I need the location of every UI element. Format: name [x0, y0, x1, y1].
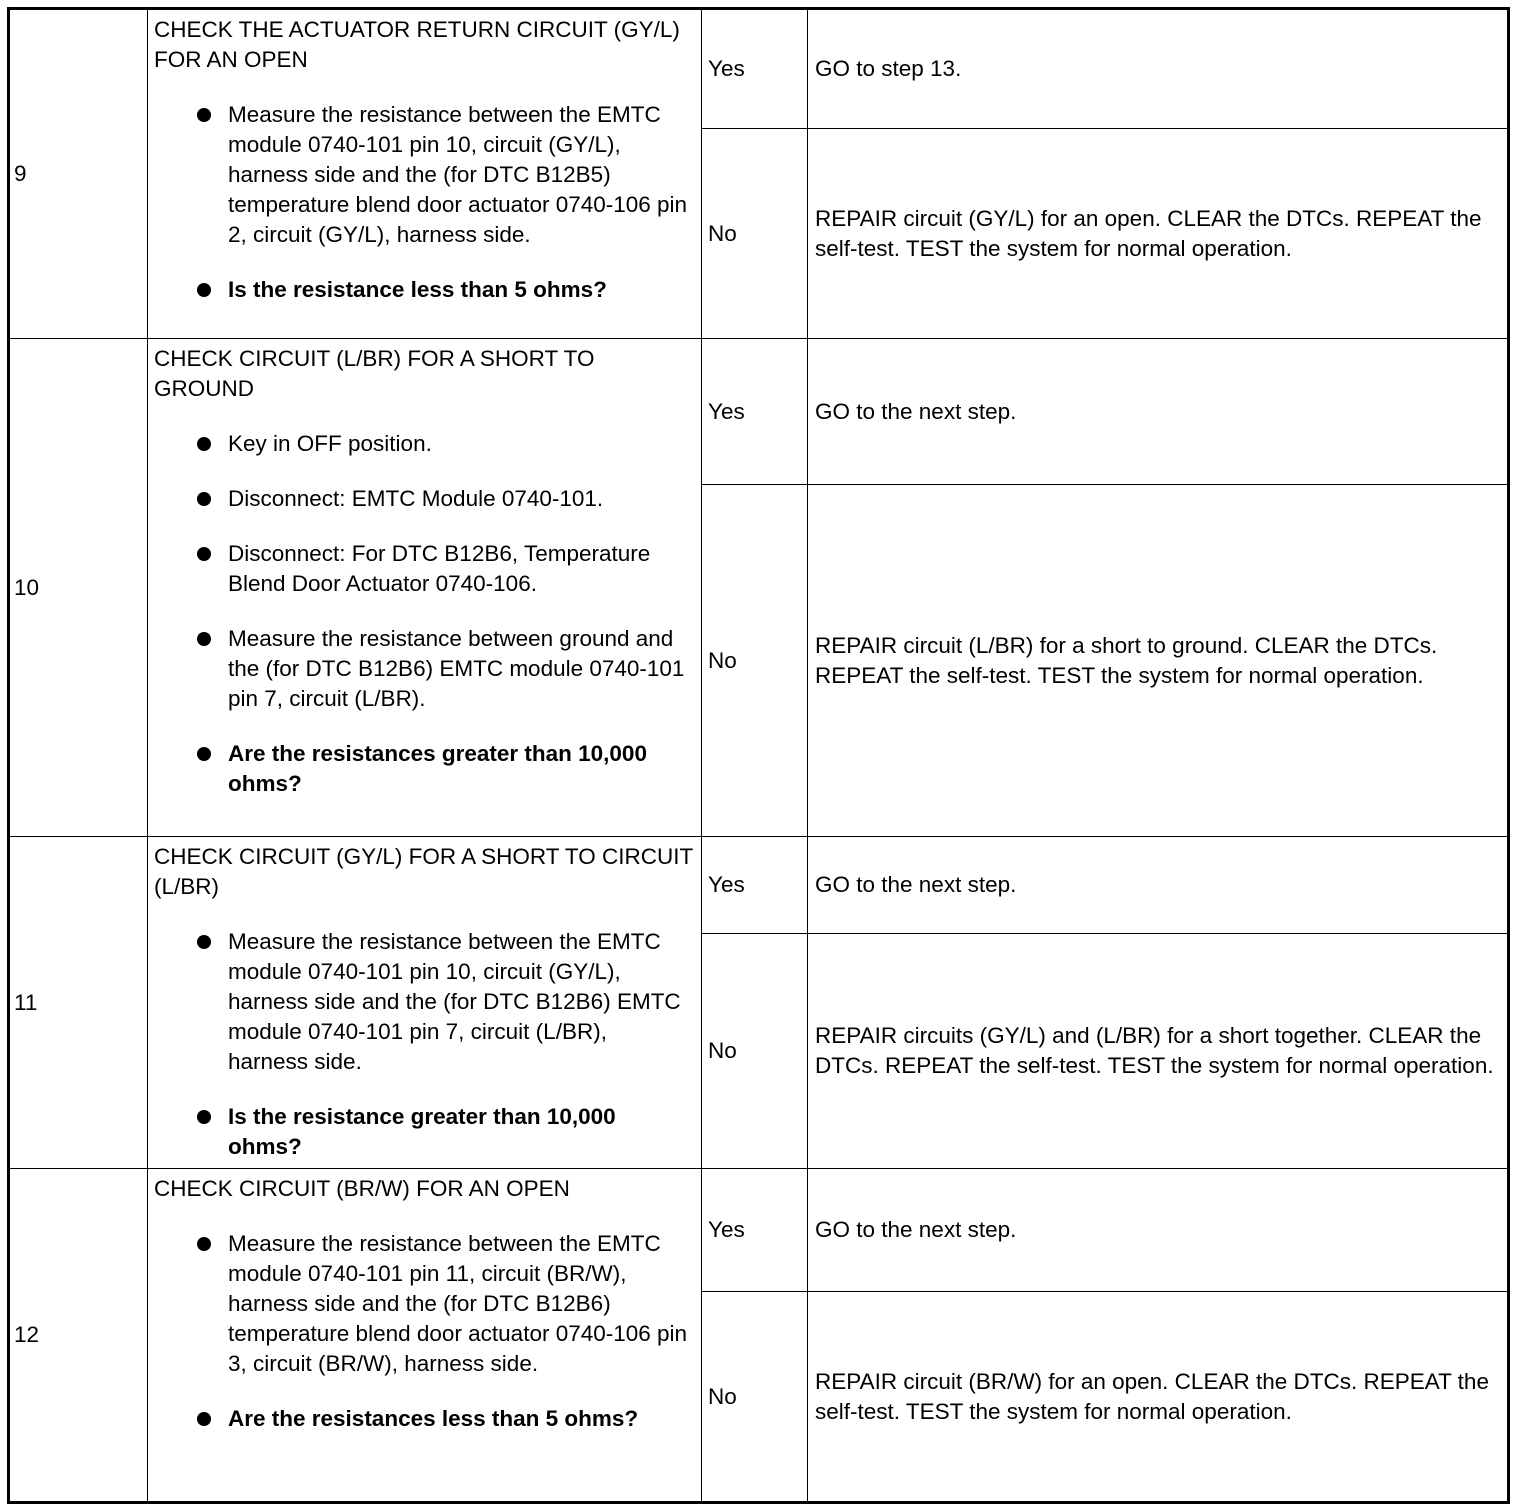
- yes-label: Yes: [702, 837, 808, 934]
- yes-label: Yes: [702, 339, 808, 485]
- question-text: Are the resistances greater than 10,000 ohms?: [228, 741, 647, 796]
- step-heading: CHECK CIRCUIT (GY/L) FOR A SHORT TO CIRCUIT (L/BR): [154, 844, 693, 899]
- step-question: [154, 275, 695, 305]
- step-bullet-list: [154, 429, 695, 799]
- step-number: 9: [9, 9, 148, 339]
- bullet-icon: [197, 1412, 211, 1426]
- question-text: Is the resistance less than 5 ohms?: [228, 277, 607, 302]
- yes-label: Yes: [702, 1169, 808, 1292]
- bullet-icon: [197, 1110, 211, 1124]
- bullet-icon: [197, 935, 211, 949]
- step-number: 11: [9, 837, 148, 1169]
- step-row-yes: [9, 9, 1509, 129]
- step-row-yes: [9, 339, 1509, 485]
- yes-result: GO to the next step.: [808, 837, 1509, 934]
- bullet-icon: [197, 1237, 211, 1251]
- step-bullet: [154, 927, 695, 1077]
- no-label: No: [702, 129, 808, 339]
- bullet-icon: [197, 632, 211, 646]
- step-bullet: [154, 484, 695, 514]
- no-label: No: [702, 485, 808, 837]
- step-heading: CHECK CIRCUIT (L/BR) FOR A SHORT TO GROUND: [154, 346, 595, 401]
- bullet-icon: [197, 283, 211, 297]
- step-row-yes: [9, 1169, 1509, 1292]
- no-result: REPAIR circuits (GY/L) and (L/BR) for a short together. CLEAR the DTCs. REPEAT the self-test. TEST the system for normal operation.: [808, 934, 1509, 1169]
- step-action: [148, 837, 702, 1169]
- no-label: No: [702, 1292, 808, 1503]
- step-bullet: [154, 429, 695, 459]
- bullet-icon: [197, 492, 211, 506]
- no-result: REPAIR circuit (BR/W) for an open. CLEAR the DTCs. REPEAT the self-test. TEST the system for normal operation.: [808, 1292, 1509, 1503]
- no-label: No: [702, 934, 808, 1169]
- step-action: [148, 339, 702, 837]
- step-question: [154, 739, 695, 799]
- bullet-text: Disconnect: EMTC Module 0740-101.: [228, 486, 604, 511]
- step-action: [148, 1169, 702, 1503]
- question-text: Is the resistance greater than 10,000 ohms?: [228, 1104, 616, 1159]
- bullet-text: Disconnect: For DTC B12B6, Temperature Blend Door Actuator 0740-106.: [228, 541, 651, 596]
- step-action: [148, 9, 702, 339]
- bullet-text: Measure the resistance between the EMTC module 0740-101 pin 11, circuit (BR/W), harness side and the (for DTC B12B6) temperature blend door actuator 0740-106 pin 3, circuit (BR/W), harness side.: [228, 1231, 688, 1376]
- step-row-yes: [9, 837, 1509, 934]
- bullet-text: Measure the resistance between ground and the (for DTC B12B6) EMTC module 0740-101 pin 7, circuit (L/BR).: [228, 626, 685, 711]
- step-bullet: [154, 539, 695, 599]
- bullet-icon: [197, 108, 211, 122]
- bullet-icon: [197, 747, 211, 761]
- diagnostic-test-table: [7, 7, 1510, 1504]
- step-bullet: [154, 624, 695, 714]
- step-number: 12: [9, 1169, 148, 1503]
- step-heading: CHECK THE ACTUATOR RETURN CIRCUIT (GY/L) FOR AN OPEN: [154, 17, 680, 72]
- yes-result: GO to the next step.: [808, 1169, 1509, 1292]
- bullet-text: Measure the resistance between the EMTC module 0740-101 pin 10, circuit (GY/L), harness side and the (for DTC B12B5) temperature blend door actuator 0740-106 pin 2, circuit (GY/L), harness side.: [228, 102, 688, 247]
- no-result: REPAIR circuit (L/BR) for a short to ground. CLEAR the DTCs. REPEAT the self-test. TEST the system for normal operation.: [808, 485, 1509, 837]
- bullet-icon: [197, 547, 211, 561]
- step-question: [154, 1404, 695, 1434]
- step-bullet: [154, 1229, 695, 1379]
- step-bullet: [154, 100, 695, 250]
- step-question: [154, 1102, 695, 1162]
- yes-label: Yes: [702, 9, 808, 129]
- question-text: Are the resistances less than 5 ohms?: [228, 1406, 639, 1431]
- step-bullet-list: [154, 1229, 695, 1434]
- bullet-text: Key in OFF position.: [228, 431, 432, 456]
- step-bullet-list: [154, 100, 695, 305]
- step-bullet-list: [154, 927, 695, 1162]
- bullet-text: Measure the resistance between the EMTC module 0740-101 pin 10, circuit (GY/L), harness side and the (for DTC B12B6) EMTC module 0740-101 pin 7, circuit (L/BR), harness side.: [228, 929, 681, 1074]
- bullet-icon: [197, 437, 211, 451]
- step-heading: CHECK CIRCUIT (BR/W) FOR AN OPEN: [154, 1176, 570, 1201]
- step-number: 10: [9, 339, 148, 837]
- yes-result: GO to the next step.: [808, 339, 1509, 485]
- no-result: REPAIR circuit (GY/L) for an open. CLEAR the DTCs. REPEAT the self-test. TEST the system for normal operation.: [808, 129, 1509, 339]
- yes-result: GO to step 13.: [808, 9, 1509, 129]
